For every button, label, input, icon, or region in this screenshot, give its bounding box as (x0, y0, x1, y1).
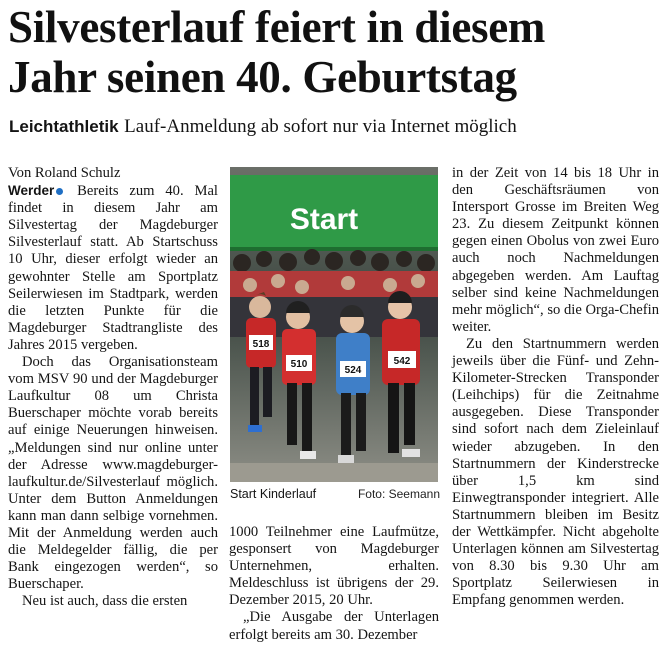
dateline: Werder (8, 183, 55, 199)
headline (8, 2, 664, 102)
race-start-photo (230, 167, 438, 482)
col1-paragraph-3: Neu ist auch, dass die ersten (22, 593, 188, 610)
bib-number-3: 524 (344, 365, 362, 376)
headline-line-1: Silvesterlauf feiert in diesem (8, 2, 546, 52)
col1-paragraph-1 (8, 182, 218, 354)
bib-number-4: 542 (393, 356, 411, 367)
column-1 (8, 165, 218, 610)
byline: Von Roland Schulz (8, 165, 121, 181)
subhead: Lauf-Anmeldung ab sofort nur via Internet möglich (124, 116, 517, 137)
col2-paragraph-2: „Die Ausgabe der Unterlagen erfolgt bereits am 30. Dezember (229, 609, 439, 643)
col3-paragraph-1: in der Zeit von 14 bis 18 Uhr in den Geschäftsräumen von Intersport Grosse im Breiten Weg 23. Zu diesem Zeitpunkt können gegen einen Obolus von zwei Euro auch noch Nachmeldungen abgegeben werden. Am Lauftag selber sind keine Nachmeldungen mehr möglich“, so die Orga-Chefin weiter. (452, 165, 659, 335)
col1-paragraph-1-text: Bereits zum 40. Mal findet in diesem Jahr am Silvestertag der Magdeburger Silvesterlauf statt. Ab Startschuss 10 Uhr, dieser erfolgt wieder an gewohnter Stelle am Sportplatz Seilerwiesen im Stadtpark, werden die letzten Punkte für die Magdeburger Stadtrangliste des Jahres 2015 vergeben. (8, 183, 218, 353)
kicker: Leichtathletik (9, 117, 119, 136)
col1-paragraph-2: Doch das Organisationsteam vom MSV 90 und der Magdeburger Laufkultur 08 um Christa Buerschaper möchte vorab bereits auf einige Neuerungen hinweisen. „Meldungen sind nur online unter der Adresse www.magdeburger-laufkultur.de/Silvesterlauf möglich. Unter dem Button Anmeldungen kann man dann selbige vornehmen. Mit der Anmeldung werden auch die Meldegelder fällig, die per Bank eingezogen werden“, so Buerschaper. (8, 354, 218, 593)
headline-line-2: Jahr seinen 40. Geburtstag (8, 52, 517, 102)
photo-illustration (230, 167, 438, 482)
bib-number-2: 510 (290, 359, 308, 370)
subheadline (9, 115, 665, 139)
col3-paragraph-2: Zu den Startnummern werden jeweils über die Fünf- und Zehn-Kilometer-Strecken Transponder (Leihchips) für die Zeitnahme ausgegeben. Diese Transponder sind sofort nach dem Zieleinlauf wieder abzugeben. In den Startnummern der Kinderstrecke über 1,5 km sind Einwegtransponder integriert. Alle Startnummern bleiben im Besitz der Wettkämpfer. Nicht abgeholte Unterlagen können am Silvestertag von 8.30 bis 9.30 Uhr am Sportplatz Seilerwiesen in Empfang genommen werden. (452, 335, 659, 609)
photo-caption (230, 486, 440, 502)
bib-number-1: 518 (252, 339, 270, 350)
column-3 (452, 165, 659, 609)
caption-text: Start Kinderlauf (230, 487, 317, 501)
photo-credit: Foto: Seemann (357, 487, 440, 501)
column-2 (229, 524, 439, 644)
dateline-dot-icon (56, 188, 63, 195)
banner-text: Start (289, 203, 359, 236)
col2-paragraph-1: 1000 Teilnehmer eine Laufmütze, gesponsert von Magdeburger Unternehmen, erhalten. Meldeschluss ist übrigens der 29. Dezember 2015, 20 Uhr. (229, 524, 439, 609)
